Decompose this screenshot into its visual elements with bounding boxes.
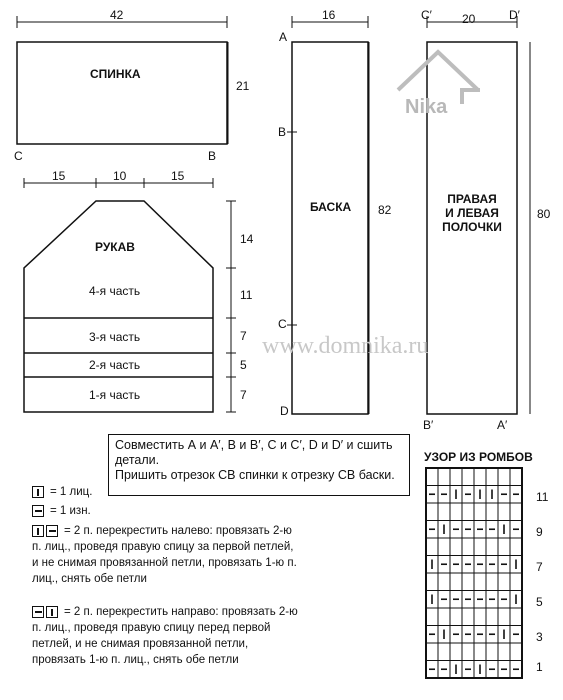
fronts-width-dim: 20 bbox=[462, 12, 476, 26]
chart-cell bbox=[486, 503, 498, 521]
chart-cell bbox=[486, 538, 498, 556]
sleeve-dim-side: 7 bbox=[240, 329, 247, 343]
chart-cell bbox=[474, 468, 486, 486]
chart-cell bbox=[498, 538, 510, 556]
chart-cell bbox=[474, 573, 486, 591]
fronts-corner-a: A′ bbox=[497, 418, 508, 432]
sleeve-dim-side: 11 bbox=[240, 288, 253, 302]
chart-cell bbox=[498, 503, 510, 521]
knit-stitch-icon bbox=[32, 486, 44, 498]
chart-cell bbox=[510, 468, 522, 486]
sleeve-dim-side: 14 bbox=[240, 232, 254, 246]
chart-cell bbox=[450, 503, 462, 521]
chart-cell bbox=[426, 468, 438, 486]
chart-cell bbox=[426, 608, 438, 626]
chart-cell bbox=[462, 573, 474, 591]
chart-cell bbox=[498, 608, 510, 626]
chart-row-number: 7 bbox=[536, 560, 543, 574]
sleeve-dim-side: 5 bbox=[240, 358, 247, 372]
chart-cell bbox=[510, 503, 522, 521]
watermark-site: www.domnika.ru bbox=[262, 333, 429, 359]
chart-cell bbox=[426, 538, 438, 556]
assembly-note-line: Пришить отрезок СВ спинки к отрезку СВ баски. bbox=[115, 468, 395, 482]
chart-cell bbox=[510, 643, 522, 661]
chart-row-number: 9 bbox=[536, 525, 543, 539]
stitch-chart-grid bbox=[423, 466, 533, 682]
chart-cell bbox=[438, 573, 450, 591]
sleeve-outline bbox=[24, 201, 213, 412]
fronts-corner-b: B′ bbox=[423, 418, 434, 432]
chart-cell bbox=[462, 608, 474, 626]
sleeve-dim-top-right: 15 bbox=[171, 169, 185, 183]
back-piece-outline bbox=[17, 42, 227, 144]
basque-point-a: A bbox=[279, 30, 288, 44]
fronts-corner-d: D′ bbox=[509, 8, 520, 22]
chart-cell bbox=[474, 503, 486, 521]
chart-cell bbox=[426, 573, 438, 591]
chart-cell bbox=[498, 573, 510, 591]
basque-point-c: C bbox=[278, 317, 287, 331]
chart-cell bbox=[474, 538, 486, 556]
chart-cell bbox=[510, 538, 522, 556]
assembly-note-line: Совместить А и А′, В и В′, С и С′, D и D′ и сшить детали. bbox=[115, 438, 393, 467]
chart-cell bbox=[486, 468, 498, 486]
legend-cross-left: = 2 п. перекрестить налево: провязать 2-ю п. лиц., проведя правую спицу за первой петлей, и не снимая провязанной петли, провязать 1-ю п. лиц., снять обе петли bbox=[32, 525, 297, 585]
chart-cell bbox=[462, 503, 474, 521]
back-width-dim: 42 bbox=[110, 8, 124, 22]
chart-row-number: 3 bbox=[536, 630, 543, 644]
chart-cell bbox=[486, 608, 498, 626]
chart-cell bbox=[438, 608, 450, 626]
chart-cell bbox=[450, 468, 462, 486]
back-label: СПИНКА bbox=[90, 67, 141, 81]
chart-cell bbox=[462, 468, 474, 486]
chart-cell bbox=[486, 573, 498, 591]
sleeve-label: РУКАВ bbox=[95, 240, 135, 254]
basque-label: БАСКА bbox=[310, 200, 352, 214]
watermark-logo-text: Nika bbox=[405, 96, 448, 118]
chart-cell bbox=[426, 643, 438, 661]
legend-knit: = 1 лиц. bbox=[50, 486, 93, 498]
chart-cell bbox=[486, 643, 498, 661]
sleeve-dim-top-middle: 10 bbox=[113, 169, 127, 183]
chart-title: УЗОР ИЗ РОМБОВ bbox=[424, 450, 533, 464]
chart-cell bbox=[426, 503, 438, 521]
chart-cell bbox=[450, 538, 462, 556]
chart-cell bbox=[510, 608, 522, 626]
sleeve-part-label: 4-я часть bbox=[89, 284, 141, 298]
legend-cross-right: = 2 п. перекрестить направо: провязать 2-ю п. лиц., проведя правую спицу перед первой петлей, и не снимая провязанной петли, провязать 1-ю п. лиц., снять обе петли bbox=[32, 606, 298, 666]
chart-cell bbox=[438, 538, 450, 556]
sleeve-part-label: 1-я часть bbox=[89, 388, 141, 402]
sleeve-part-label: 3-я часть bbox=[89, 330, 141, 344]
legend-purl: = 1 изн. bbox=[50, 505, 91, 517]
chart-cell bbox=[438, 643, 450, 661]
chart-row-number: 11 bbox=[536, 490, 549, 504]
fronts-height-dim: 80 bbox=[537, 207, 551, 221]
chart-cell bbox=[510, 573, 522, 591]
fronts-corner-c: C′ bbox=[421, 8, 432, 22]
chart-cell bbox=[462, 538, 474, 556]
chart-row-number: 1 bbox=[536, 660, 543, 674]
purl-stitch-icon bbox=[32, 505, 44, 517]
back-corner-b: B bbox=[208, 149, 217, 163]
chart-cell bbox=[498, 468, 510, 486]
chart-cell bbox=[474, 608, 486, 626]
basque-height-dim: 82 bbox=[378, 203, 392, 217]
sleeve-part-label: 2-я часть bbox=[89, 358, 141, 372]
fronts-label-line: И ЛЕВАЯ bbox=[445, 206, 499, 220]
back-corner-c: C bbox=[14, 149, 23, 163]
chart-cell bbox=[438, 503, 450, 521]
chart-cell bbox=[450, 573, 462, 591]
back-height-dim: 21 bbox=[236, 79, 250, 93]
fronts-label-line: ПОЛОЧКИ bbox=[442, 220, 502, 234]
chart-cell bbox=[462, 643, 474, 661]
chart-row-number: 5 bbox=[536, 595, 543, 609]
chart-cell bbox=[438, 468, 450, 486]
assembly-note bbox=[108, 434, 410, 496]
sleeve-dim-side: 7 bbox=[240, 388, 247, 402]
fronts-label-line: ПРАВАЯ bbox=[447, 192, 497, 206]
sleeve-dim-top-left: 15 bbox=[52, 169, 66, 183]
chart-cell bbox=[498, 643, 510, 661]
basque-point-d: D bbox=[280, 404, 289, 418]
basque-width-dim: 16 bbox=[322, 8, 336, 22]
chart-cell bbox=[450, 608, 462, 626]
chart-cell bbox=[450, 643, 462, 661]
chart-cell bbox=[474, 643, 486, 661]
basque-point-b: B bbox=[278, 125, 287, 139]
